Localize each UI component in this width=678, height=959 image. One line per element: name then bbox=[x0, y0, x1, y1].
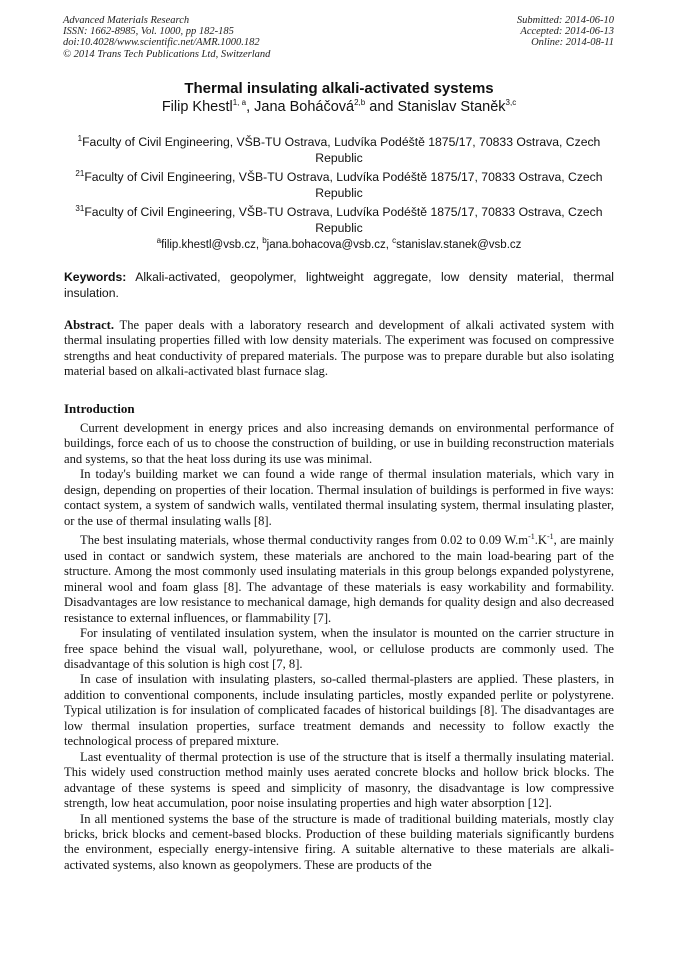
author-sup: 2,b bbox=[354, 98, 366, 107]
keywords bbox=[64, 270, 614, 301]
affiliation-text: Faculty of Civil Engineering, VŠB-TU Ostrava, Ludvíka Podéště 1875/17, 70833 Ostrava, Czech Republic bbox=[84, 170, 603, 200]
keywords-text: Alkali-activated, geopolymer, lightweight aggregate, low density material, thermal insulation. bbox=[64, 270, 614, 300]
unit-superscript: -1 bbox=[547, 532, 554, 542]
affiliation bbox=[64, 131, 614, 166]
affiliation-sup: 1 bbox=[77, 134, 83, 143]
author-list bbox=[0, 98, 678, 115]
submitted-date: Submitted: 2014-06-10 bbox=[516, 15, 614, 26]
paragraph: For insulating of ventilated insulation system, when the insulator is mounted on the carrier structure in free space behind the visual wall, polyurethane, wool, or cellulose products are commonly used. The disadvantage of this solution is high cost [7, 8]. bbox=[64, 626, 614, 671]
paragraph: In today's building market we can found a wide range of thermal insulation materials, which vary in design, depending on properties of their location. Thermal insulation of buildings is performed in five ways: contact system, a system of sandwich walls, ventilated thermal insulating system, thermal insulating plaster, or the use of thermal insulating walls [8]. bbox=[64, 467, 614, 528]
paragraph-text: The best insulating materials, whose thermal conductivity ranges from 0.02 to 0.09 W.m bbox=[80, 533, 529, 548]
keywords-label: Keywords: bbox=[64, 270, 127, 284]
author-sup: 3,c bbox=[505, 98, 517, 107]
author-name: Jana Boháčová bbox=[254, 98, 355, 115]
author-name: Stanislav Staněk bbox=[397, 98, 506, 115]
paragraph-text: .K bbox=[534, 533, 547, 548]
email-sup: c bbox=[392, 236, 397, 245]
affiliation-text: Faculty of Civil Engineering, VŠB-TU Ostrava, Ludvíka Podéště 1875/17, 70833 Ostrava, Czech Republic bbox=[84, 205, 603, 235]
affiliation bbox=[64, 201, 614, 236]
author-sup: 1, a bbox=[232, 98, 247, 107]
abstract-text: The paper deals with a laboratory research and development of alkali activated system with thermal insulating properties filled with low density materials. The experiment was focused on compressive strengths and heat conductivity of prepared materials. The purpose was to prepare durable but also isolating material based on alkali-activated blast furnace slag. bbox=[64, 318, 614, 379]
author-separator: and bbox=[369, 98, 394, 115]
paragraph: In all mentioned systems the base of the structure is made of traditional building materials, mostly clay bricks, brick blocks and cement-based blocks. Production of these building materials significantly burdens the environment, especially energy-intensive firing. A suitable alternative to these materials are alkali-activated systems, also known as geopolymers. These are products of the bbox=[64, 811, 614, 872]
affiliation-text: Faculty of Civil Engineering, VŠB-TU Ostrava, Ludvíka Podéště 1875/17, 70833 Ostrava, Czech Republic bbox=[82, 135, 601, 165]
affiliation-sup: 21 bbox=[75, 169, 85, 178]
paragraph-text: , are mainly used in contact or sandwich system, these materials are anchored to the main load-bearing part of the structure. Among the most commonly used insulating materials in this group belongs expanded polystyrene, mineral wool and foam glass [8]. The advantage of these materials is easy workability and formability. Disadvantages are low resistance to mechanical damage, high demands for quality design and also decreased resistance to external influences, or flammability [7]. bbox=[64, 533, 614, 625]
email-sup: a bbox=[156, 236, 162, 245]
affiliation-sup: 31 bbox=[75, 204, 85, 213]
journal-header bbox=[63, 15, 270, 60]
author-name: Filip Khestl bbox=[161, 98, 233, 115]
section-heading: Introduction bbox=[64, 401, 135, 416]
accepted-date: Accepted: 2014-06-13 bbox=[520, 26, 614, 38]
unit-superscript: -1 bbox=[528, 532, 535, 542]
email-sup: b bbox=[262, 236, 267, 245]
paper-title: Thermal insulating alkali-activated systems bbox=[184, 80, 494, 97]
doi: doi:10.4028/www.scientific.net/AMR.1000.182 bbox=[63, 37, 260, 49]
section-body bbox=[64, 421, 614, 873]
author-emails bbox=[0, 236, 678, 251]
email[interactable]: jana.bohacova@vsb.cz, bbox=[266, 238, 389, 251]
affiliation bbox=[64, 166, 614, 201]
paragraph: Current development in energy prices and also increasing demands on environmental performance of buildings, force each of us to choose the construction of building, or use in building reconstruction materials and systems, so that the heat loss during its use was minimal. bbox=[64, 421, 614, 466]
author-separator: , bbox=[246, 98, 251, 115]
copyright: © 2014 Trans Tech Publications Ltd, Switzerland bbox=[63, 48, 271, 60]
email[interactable]: filip.khestl@vsb.cz, bbox=[161, 238, 260, 251]
email[interactable]: stanislav.stanek@vsb.cz bbox=[396, 238, 522, 251]
paragraph bbox=[64, 529, 614, 626]
issn: ISSN: 1662-8985, Vol. 1000, pp 182-185 bbox=[63, 26, 234, 38]
paragraph: Last eventuality of thermal protection is use of the structure that is itself a thermally insulating material. This widely used construction method mainly uses aerated concrete blocks and hollow brick blocks. The advantage of these systems is speed and simplicity of masonry, the disadvantage is low compressive strength, low heat accumulation, poor noise insulating properties and high water absorption [12]. bbox=[64, 749, 614, 811]
abstract-label: Abstract. bbox=[64, 318, 115, 332]
publication-dates bbox=[517, 15, 614, 49]
paragraph: In case of insulation with insulating plasters, so-called thermal-plasters are applied. These plasters, in addition to conventional components, include insulating particles, mostly expanded perlite or polystyrene. Typical utilization is for insulation of complicated facades of historical buildings [8]. The disadvantages are low thermal insulation properties, surface treatment demands and necessity to follow exactly the technological process of prepared mixture. bbox=[64, 672, 614, 749]
journal-name: Advanced Materials Research bbox=[63, 15, 190, 26]
online-date: Online: 2014-08-11 bbox=[531, 37, 614, 49]
abstract bbox=[64, 318, 614, 380]
